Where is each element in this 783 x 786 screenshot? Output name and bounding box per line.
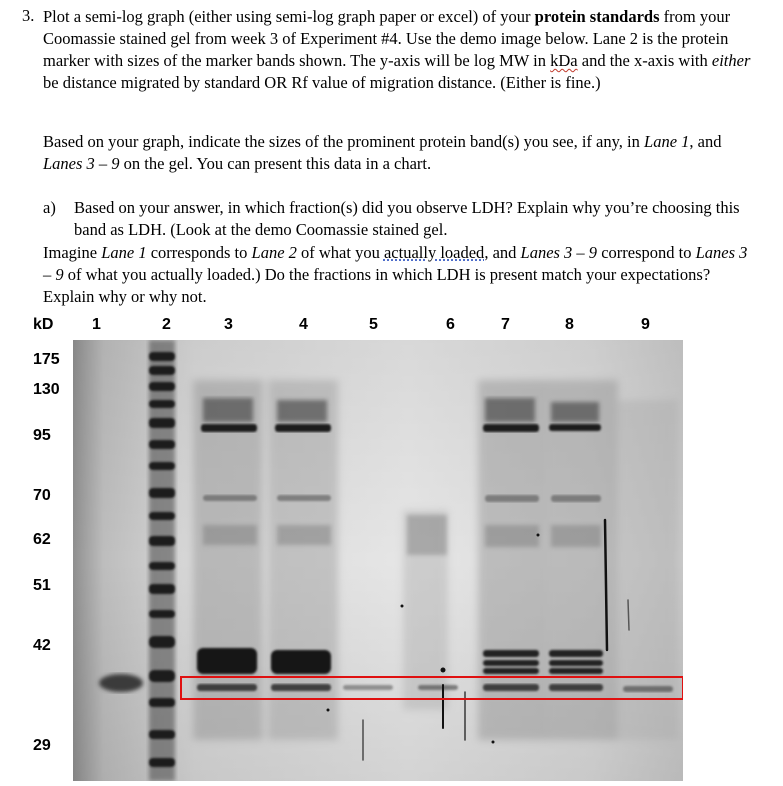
lane-label-3: 3 <box>224 316 233 333</box>
lane-label-4: 4 <box>299 316 308 333</box>
kd-header: kD <box>33 316 54 333</box>
actually-loaded-grammar: actually loaded <box>383 243 485 262</box>
lane-label-9: 9 <box>641 316 650 333</box>
marker-label-70: 70 <box>33 487 51 504</box>
marker-label-51: 51 <box>33 577 51 594</box>
marker-label-42: 42 <box>33 637 51 654</box>
marker-label-95: 95 <box>33 427 51 444</box>
kda-spellcheck: kDa <box>550 51 578 70</box>
lane-label-6: 6 <box>446 316 455 333</box>
marker-label-29: 29 <box>33 737 51 754</box>
question-paragraph-1: Plot a semi-log graph (either using semi-log graph paper or excel) of your protein standards from your Coomassie stained gel from week 3 of Experiment #4. Use the demo image below. Lane 2 is the protein marker with sizes of the marker bands shown. The y-axis will be log MW in kDa and the x-axis with either be distance migrated by standard OR Rf value of migration distance. (Either is fine.) <box>43 7 751 92</box>
lane-label-2: 2 <box>162 316 171 333</box>
question-paragraph-3: Imagine Lane 1 corresponds to Lane 2 of what you actually loaded, and Lanes 3 – 9 correspond to Lanes 3 – 9 of what you actually loaded.) Do the fractions in which LDH is present match your expectations? Explain why or why not. <box>43 243 748 306</box>
bold-protein-standards: protein standards <box>534 7 660 26</box>
marker-label-130: 130 <box>33 381 60 398</box>
sub-question-text: Based on your answer, in which fraction(s) did you observe LDH? Explain why you’re choosing this band as LDH. (Look at the demo Coomassie stained gel. <box>74 198 740 239</box>
lane-label-8: 8 <box>565 316 574 333</box>
question-paragraph-2: Based on your graph, indicate the sizes of the prominent protein band(s) you see, if any, in Lane 1, and Lanes 3 – 9 on the gel. You can present this data in a chart. <box>43 132 722 173</box>
marker-label-175: 175 <box>33 351 60 368</box>
question-number: 3. <box>22 6 35 25</box>
sub-question-label: a) <box>43 198 56 217</box>
lane-label-1: 1 <box>92 316 101 333</box>
lane-label-7: 7 <box>501 316 510 333</box>
lane-label-5: 5 <box>369 316 378 333</box>
gel-image <box>73 340 683 781</box>
marker-label-62: 62 <box>33 531 51 548</box>
